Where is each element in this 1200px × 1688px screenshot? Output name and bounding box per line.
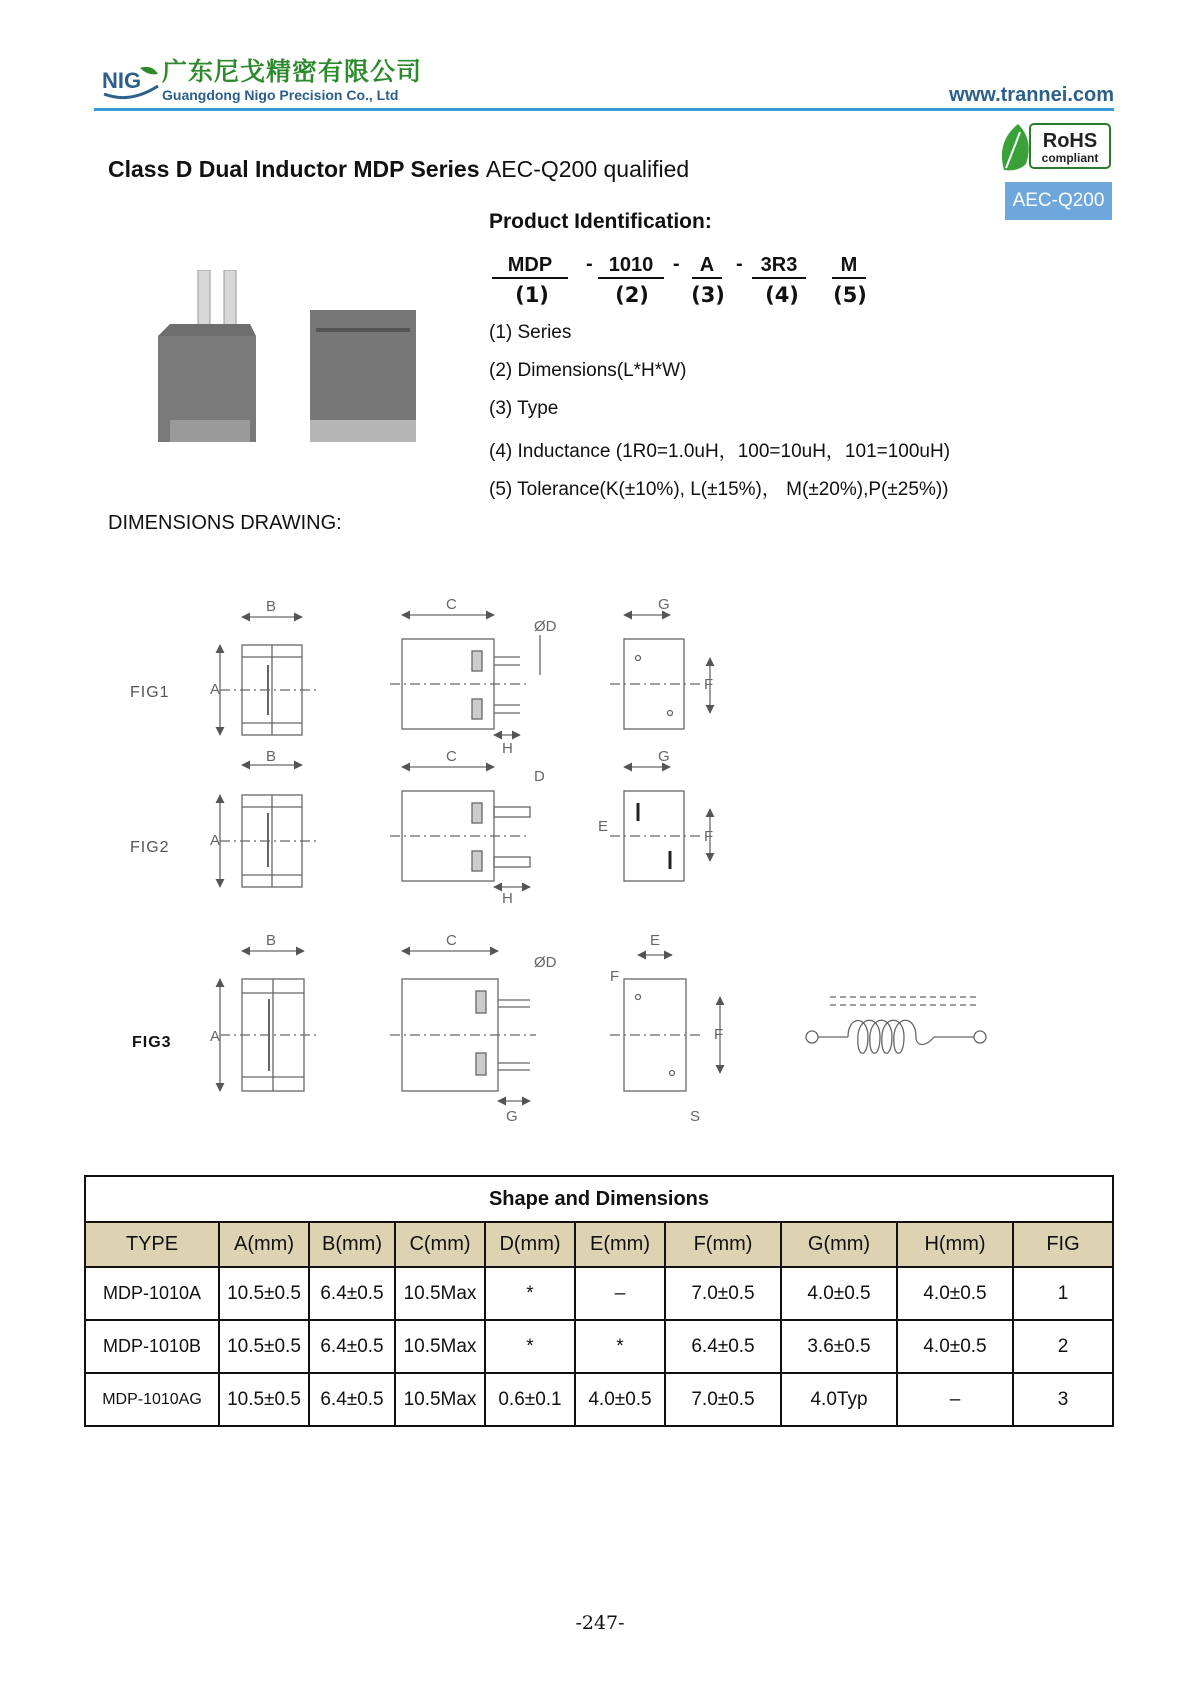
- fig2-front-view: [390, 767, 530, 887]
- rohs-sub-text: compliant: [1041, 151, 1099, 165]
- fig2-side-view: [220, 765, 320, 887]
- fig1-front-view: [390, 615, 540, 735]
- table-cell: MDP-1010B: [85, 1320, 219, 1373]
- dim-label-s: S: [690, 1108, 701, 1125]
- table-cell: MDP-1010A: [85, 1267, 219, 1320]
- dim-label-f: F: [704, 676, 714, 693]
- dim-label-d: D: [534, 768, 545, 785]
- dim-label-b: B: [266, 598, 277, 615]
- pid-number: (1): [515, 283, 549, 307]
- pid-number: (5): [833, 283, 867, 307]
- dim-label-g: G: [506, 1108, 518, 1125]
- col-header: TYPE: [85, 1222, 219, 1267]
- table-cell: –: [897, 1373, 1013, 1426]
- dim-label-c: C: [446, 748, 457, 765]
- fig2-label: FIG2: [130, 839, 170, 856]
- table-cell: MDP-1010AG: [85, 1373, 219, 1426]
- table-cell: –: [575, 1267, 665, 1320]
- logo-text: NIG: [102, 68, 142, 93]
- product-id-heading: Product Identification:: [489, 210, 712, 233]
- table-cell: 7.0±0.5: [665, 1267, 781, 1320]
- table-caption: Shape and Dimensions: [85, 1176, 1113, 1222]
- table-cell: 10.5Max: [395, 1373, 485, 1426]
- pid-code-series: MDP: [492, 253, 568, 279]
- table-cell: *: [575, 1320, 665, 1373]
- table-row: [85, 1267, 1113, 1320]
- dim-label-h: H: [502, 740, 513, 757]
- fig3-bottom-view: [610, 955, 720, 1091]
- dimensions-table: [84, 1175, 1114, 1427]
- fig3-label: FIG3: [132, 1034, 172, 1051]
- nig-logo: [100, 60, 162, 102]
- dim-label-a: A: [210, 832, 221, 849]
- dim-label-e: E: [598, 818, 609, 835]
- col-header: G(mm): [781, 1222, 897, 1267]
- dim-label-c: C: [446, 596, 457, 613]
- dim-label-a: A: [210, 1028, 221, 1045]
- table-cell: 10.5±0.5: [219, 1373, 309, 1426]
- dim-label-f: F: [714, 1026, 724, 1043]
- company-name-en: Guangdong Nigo Precision Co., Ltd: [162, 87, 399, 103]
- dim-label-a: A: [210, 681, 221, 698]
- pid-number: (2): [615, 283, 649, 307]
- pid-number: (4): [765, 283, 799, 307]
- col-header: E(mm): [575, 1222, 665, 1267]
- table-cell: 10.5Max: [395, 1267, 485, 1320]
- col-header: B(mm): [309, 1222, 395, 1267]
- table-cell: 6.4±0.5: [309, 1267, 395, 1320]
- table-cell: 4.0Typ: [781, 1373, 897, 1426]
- dim-label-e: E: [650, 932, 661, 949]
- fig1-bottom-view: [610, 615, 710, 729]
- dim-label-f: F: [610, 968, 620, 985]
- table-cell: 10.5±0.5: [219, 1267, 309, 1320]
- table-cell: *: [485, 1267, 575, 1320]
- table-cell: 6.4±0.5: [665, 1320, 781, 1373]
- fig1-side-view: [220, 617, 320, 735]
- table-cell: 10.5Max: [395, 1320, 485, 1373]
- company-name-cn: 广东尼戈精密有限公司: [162, 57, 423, 86]
- dim-label-g: G: [658, 748, 670, 765]
- table-header-row: [85, 1222, 1113, 1267]
- pid-item-series: (1) Series: [489, 322, 572, 343]
- dimensions-heading: DIMENSIONS DRAWING:: [108, 512, 342, 534]
- pid-item-inductance: (4) Inductance (1R0=1.0uH，100=10uH，101=100uH): [489, 441, 951, 462]
- fig1-label: FIG1: [130, 684, 170, 701]
- page-number: -247-: [575, 1612, 625, 1634]
- pid-item-tolerance: (5) Tolerance(K(±10%), L(±15%)， M(±20%),P(±25%)): [489, 479, 949, 500]
- dim-label-b: B: [266, 748, 277, 765]
- dim-label-od: ØD: [534, 954, 557, 971]
- table-cell: 4.0±0.5: [781, 1267, 897, 1320]
- col-header: A(mm): [219, 1222, 309, 1267]
- table-cell: 7.0±0.5: [665, 1373, 781, 1426]
- table-row: [85, 1320, 1113, 1373]
- rohs-badge: [996, 120, 1112, 174]
- col-header: D(mm): [485, 1222, 575, 1267]
- dim-label-h: H: [502, 890, 513, 907]
- pid-item-dimensions: (2) Dimensions(L*H*W): [489, 360, 687, 381]
- fig3-side-view: [220, 951, 320, 1091]
- table-cell: 4.0±0.5: [575, 1373, 665, 1426]
- pid-code-type: A: [692, 253, 722, 279]
- dim-label-od: ØD: [534, 618, 557, 635]
- table-cell: 6.4±0.5: [309, 1373, 395, 1426]
- table-cell: 0.6±0.1: [485, 1373, 575, 1426]
- pid-separator: -: [673, 253, 680, 275]
- dim-label-c: C: [446, 932, 457, 949]
- pid-code-inductance: 3R3: [752, 253, 806, 279]
- header-divider: [94, 108, 1114, 111]
- pid-code-dimensions: 1010: [598, 253, 664, 279]
- aec-q200-badge: AEC-Q200: [1005, 182, 1112, 220]
- pid-item-type: (3) Type: [489, 398, 559, 419]
- pid-separator: -: [736, 253, 743, 275]
- table-cell: 4.0±0.5: [897, 1267, 1013, 1320]
- table-cell: 6.4±0.5: [309, 1320, 395, 1373]
- fig2-bottom-view: [610, 767, 710, 881]
- table-row: [85, 1373, 1113, 1426]
- rohs-text: RoHS: [1042, 130, 1098, 152]
- pid-separator: -: [586, 253, 593, 275]
- table-cell: 10.5±0.5: [219, 1320, 309, 1373]
- col-header: F(mm): [665, 1222, 781, 1267]
- page-title: [108, 156, 689, 183]
- product-photo: [150, 270, 430, 460]
- table-cell: 3.6±0.5: [781, 1320, 897, 1373]
- col-header: FIG: [1013, 1222, 1113, 1267]
- dim-label-b: B: [266, 932, 277, 949]
- website-link[interactable]: www.trannei.com: [949, 84, 1114, 106]
- title-qualifier: AEC-Q200 qualified: [485, 156, 690, 182]
- col-header: H(mm): [897, 1222, 1013, 1267]
- table-cell: 3: [1013, 1373, 1113, 1426]
- col-header: C(mm): [395, 1222, 485, 1267]
- pid-number: (3): [691, 283, 725, 307]
- inductor-schematic-icon: [806, 997, 986, 1053]
- dim-label-f: F: [704, 828, 714, 845]
- table-cell: 4.0±0.5: [897, 1320, 1013, 1373]
- fig3-front-view: [390, 951, 536, 1101]
- dimensions-drawing: [190, 595, 1070, 1125]
- dim-label-g: G: [658, 596, 670, 613]
- table-cell: 1: [1013, 1267, 1113, 1320]
- table-cell: *: [485, 1320, 575, 1373]
- title-main: Class D Dual Inductor MDP Series: [108, 156, 480, 182]
- table-cell: 2: [1013, 1320, 1113, 1373]
- pid-code-tolerance: M: [832, 253, 866, 279]
